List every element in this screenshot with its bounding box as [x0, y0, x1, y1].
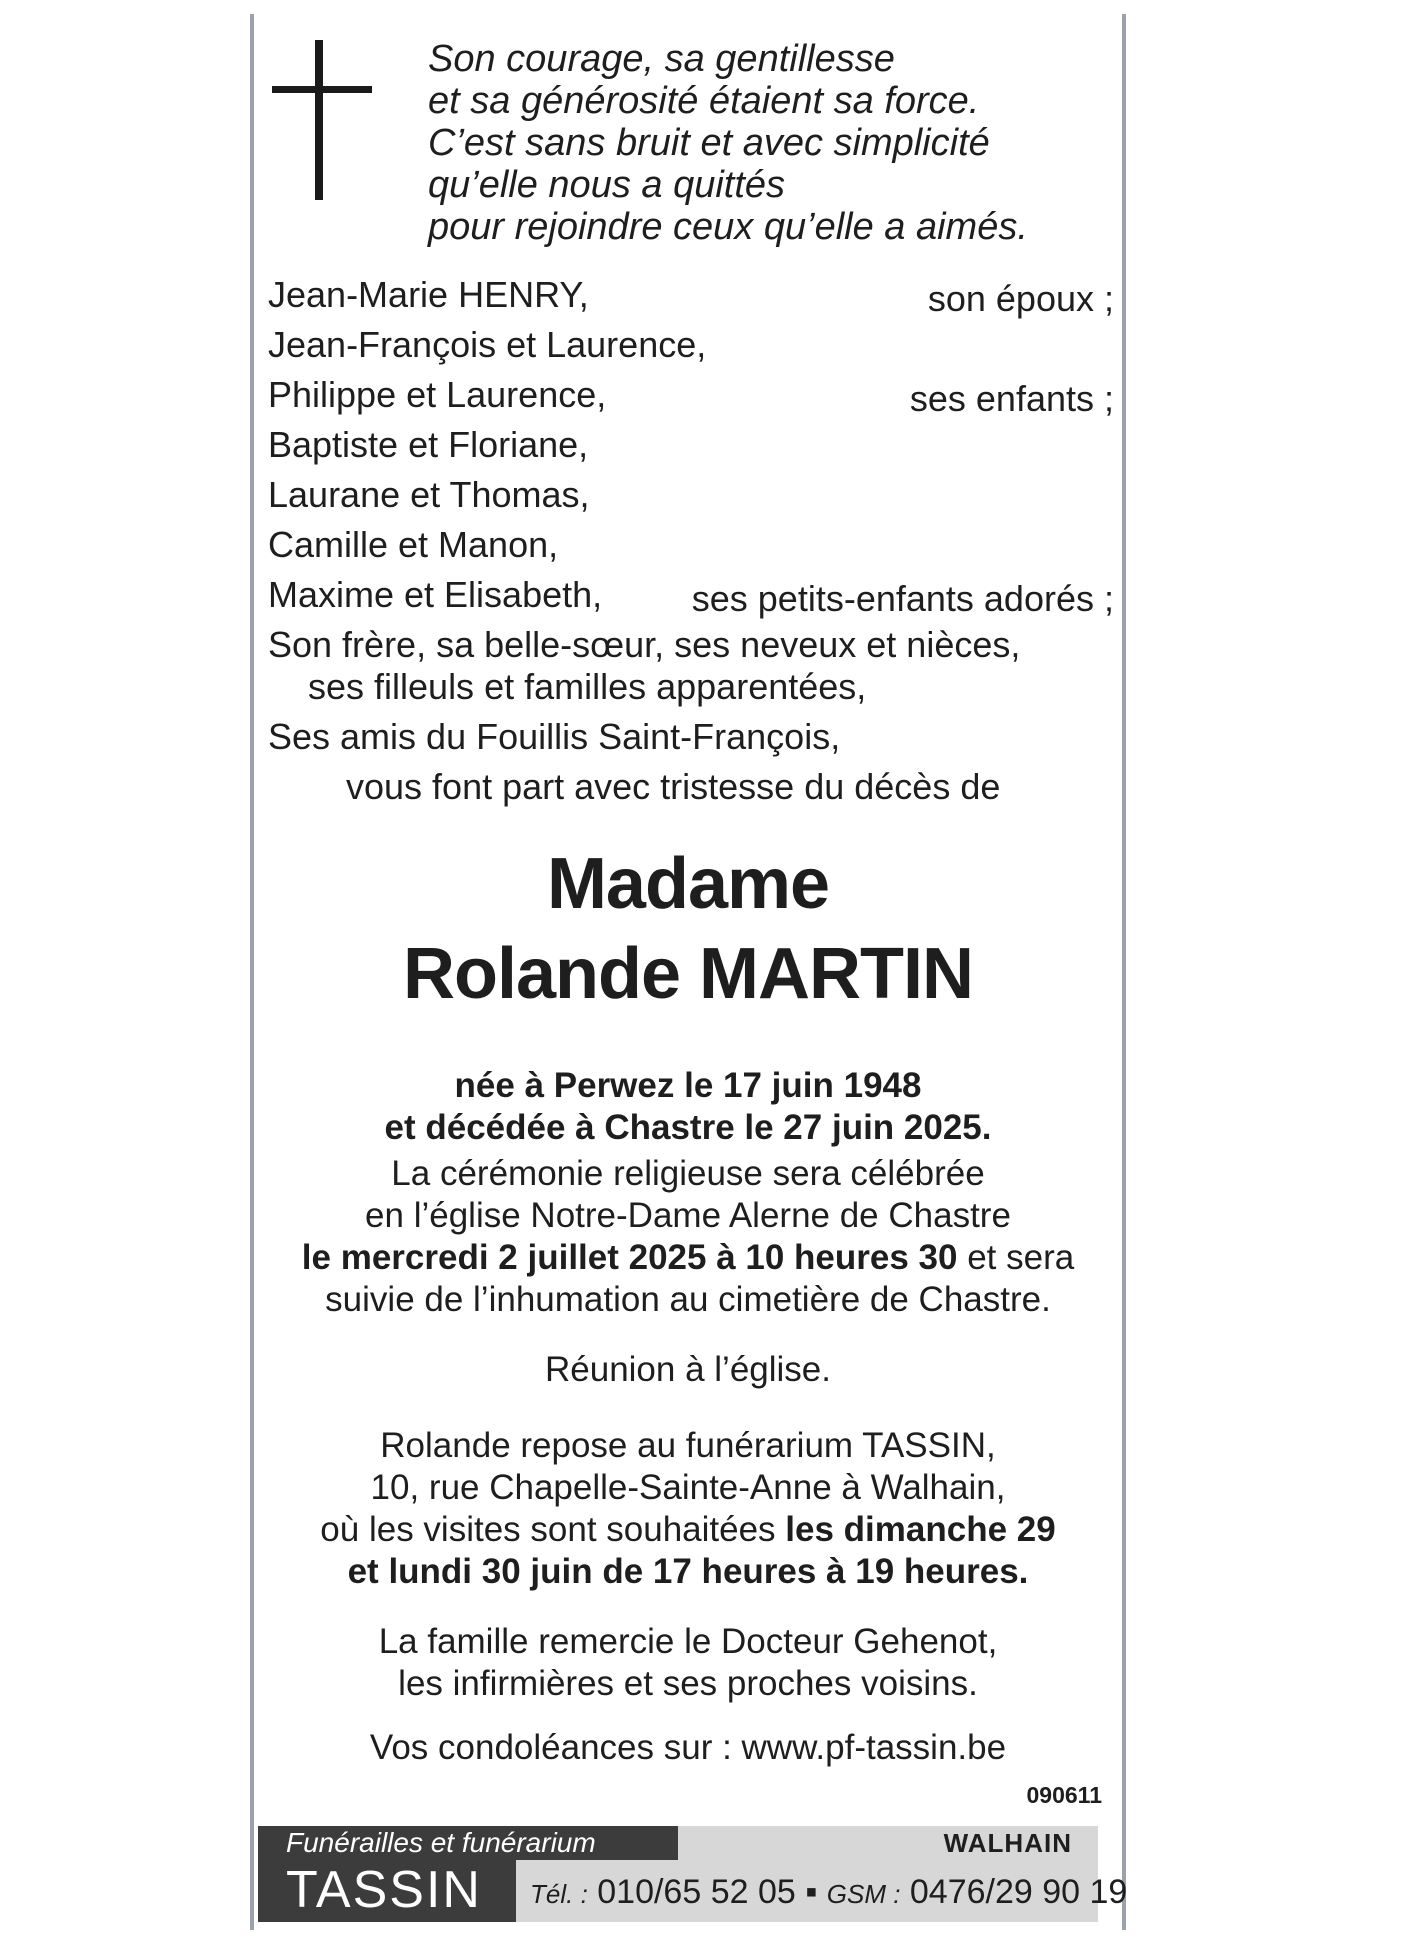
tel-number: 010/65 52 05 — [597, 1873, 796, 1911]
poem — [428, 38, 1028, 248]
family-line: Laurane et Thomas, — [268, 474, 590, 515]
family-line: Ses amis du Fouillis Saint-François, — [268, 716, 841, 757]
family-line: Camille et Manon, — [268, 524, 559, 565]
visits-line — [254, 1508, 1122, 1551]
announcement-line: vous font part avec tristesse du décès de — [346, 766, 1001, 807]
poem-line: qu’elle nous a quittés — [428, 164, 786, 206]
tel-label: Tél. : — [530, 1879, 588, 1909]
banner-subtitle: Funérailles et funérarium — [286, 1827, 596, 1858]
gsm-label: GSM : — [826, 1879, 901, 1909]
banner-phones — [530, 1870, 1127, 1916]
banner-brand: TASSIN — [286, 1861, 482, 1919]
repose-line: 10, rue Chapelle-Sainte-Anne à Walhain, — [370, 1468, 1006, 1507]
family-role: ses enfants ; — [909, 378, 1114, 419]
thanks-line: La famille remercie le Docteur Gehenot, — [378, 1622, 998, 1661]
poem-line: pour rejoindre ceux qu’elle a aimés. — [428, 206, 1028, 248]
poem-line: Son courage, sa gentillesse — [428, 38, 895, 80]
family-line: Son frère, sa belle-sœur, ses neveux et nièces, — [268, 624, 1021, 665]
death-line: et décédée à Chastre le 27 juin 2025. — [384, 1108, 992, 1147]
ceremony-line: La cérémonie religieuse sera célébrée — [391, 1154, 985, 1193]
repose-line: Rolande repose au funérarium TASSIN, — [380, 1426, 996, 1465]
birth-line: née à Perwez le 17 juin 1948 — [454, 1066, 922, 1105]
separator: ▪ — [805, 1873, 818, 1911]
visits-day: les dimanche 29 — [785, 1510, 1056, 1549]
visits-text: où les visites sont souhaitées — [320, 1510, 786, 1549]
ceremony-line: suivie de l’inhumation au cimetière de Chastre. — [325, 1280, 1051, 1319]
funeral-home-banner — [258, 1826, 1128, 1922]
thanks-line: les infirmières et ses proches voisins. — [398, 1664, 978, 1703]
gsm-number: 0476/29 90 19 — [909, 1873, 1128, 1911]
poem-line: C’est sans bruit et avec simplicité — [428, 122, 990, 164]
family-line: Philippe et Laurence, — [268, 374, 607, 415]
family-line: Baptiste et Floriane, — [268, 424, 589, 465]
ceremony-date-rest: et sera — [957, 1238, 1075, 1277]
right-border-rule — [1122, 14, 1126, 1930]
ceremony-date: le mercredi 2 juillet 2025 à 10 heures 30 — [301, 1238, 958, 1277]
visits-hours: et lundi 30 juin de 17 heures à 19 heures. — [347, 1552, 1029, 1591]
family-line: Maxime et Elisabeth, — [268, 574, 603, 615]
ceremony-line: en l’église Notre-Dame Alerne de Chastre — [365, 1196, 1011, 1235]
family-line: ses filleuls et familles apparentées, — [308, 666, 867, 707]
family-role: son époux ; — [927, 278, 1114, 319]
family-line: Jean-François et Laurence, — [268, 324, 707, 365]
banner-location: WALHAIN — [943, 1828, 1072, 1858]
meeting-line: Réunion à l’église. — [544, 1350, 831, 1389]
family-line: Jean-Marie HENRY, — [268, 274, 589, 315]
poem-line: et sa générosité étaient sa force. — [428, 80, 980, 122]
deceased-name: Rolande MARTIN — [403, 934, 973, 1014]
deceased-title: Madame — [546, 844, 830, 924]
condolences-line: Vos condoléances sur : www.pf-tassin.be — [369, 1728, 1007, 1767]
family-role: ses petits-enfants adorés ; — [691, 578, 1114, 619]
reference-code: 090611 — [1026, 1782, 1102, 1808]
ceremony-date-line — [254, 1236, 1122, 1279]
